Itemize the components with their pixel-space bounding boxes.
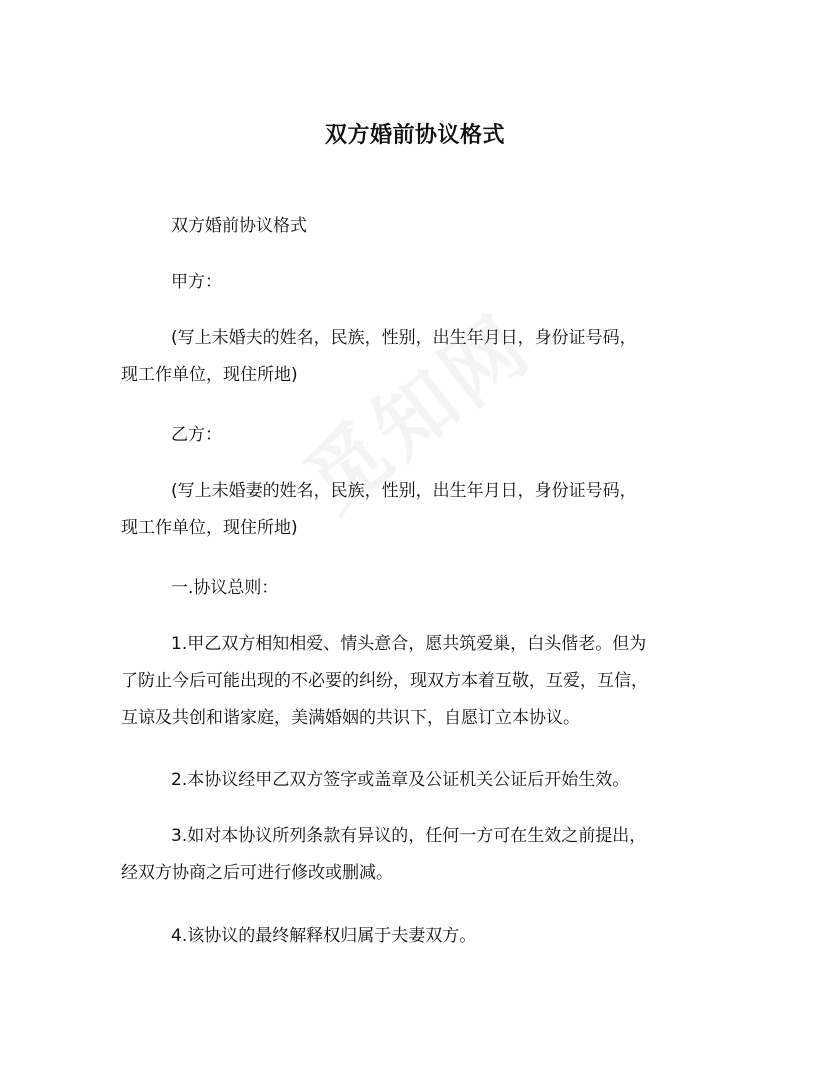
paragraph-line: 互谅及共创和谐家庭，美满婚姻的共识下，自愿订立本协议。 [121, 708, 580, 728]
paragraph-line: 现工作单位，现住所地) [121, 365, 298, 385]
clause-2 [121, 762, 721, 799]
paragraph-line: 一.协议总则： [171, 578, 279, 598]
paragraph-line: 现工作单位，现住所地) [121, 518, 298, 538]
paragraph-party-b-details [121, 473, 721, 547]
document-title: 双方婚前协议格式 [324, 123, 505, 148]
paragraph-line: 双方婚前协议格式 [171, 216, 307, 236]
paragraph-party-a-label [121, 264, 721, 301]
paragraph-line: (写上未婚妻的姓名，民族，性别，出生年月日，身份证号码， [171, 481, 637, 501]
paragraph-party-a-details [121, 320, 721, 394]
paragraph-line: (写上未婚夫的姓名，民族，性别，出生年月日，身份证号码， [171, 328, 637, 348]
paragraph-line: 1.甲乙双方相知相爱、情头意合，愿共筑爱巢，白头偕老。但为 [171, 634, 647, 654]
clause-1 [121, 626, 721, 737]
paragraph-line: 甲方： [171, 272, 222, 292]
clause-4 [121, 918, 721, 955]
section-heading-general [121, 570, 721, 607]
paragraph-subtitle [121, 208, 721, 245]
clause-3 [121, 818, 721, 892]
paragraph-line: 2.本协议经甲乙双方签字或盖章及公证机关公证后开始生效。 [171, 770, 630, 790]
paragraph-line: 3.如对本协议所列条款有异议的，任何一方可在生效之前提出， [171, 826, 647, 846]
paragraph-line: 了防止今后可能出现的不必要的纠纷，现双方本着互敬，互爱，互信， [121, 671, 648, 691]
paragraph-line: 4.该协议的最终解释权归属于夫妻双方。 [171, 926, 477, 946]
paragraph-party-b-label [121, 417, 721, 454]
paragraph-line: 乙方： [171, 425, 222, 445]
paragraph-line: 经双方协商之后可进行修改或删减。 [121, 863, 393, 883]
